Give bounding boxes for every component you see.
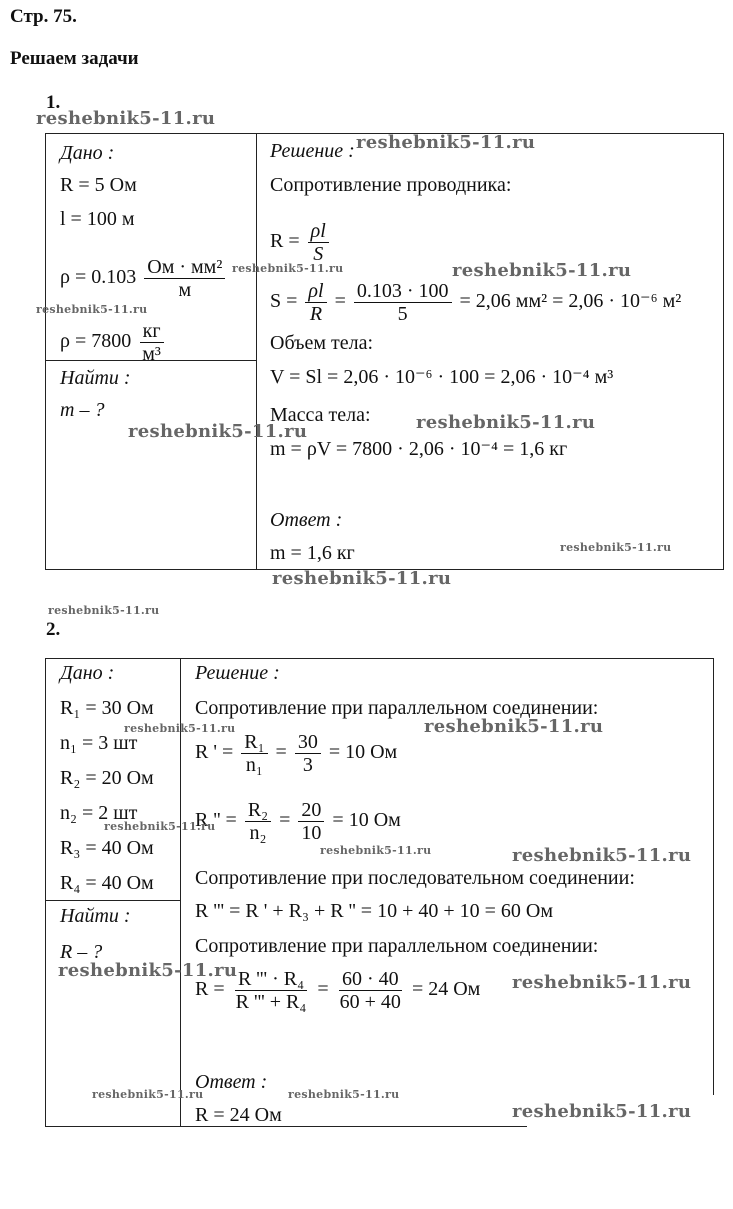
task1-solution-line: Масса тела: <box>270 404 371 426</box>
watermark: reshebnik5-11.ru <box>92 1088 204 1101</box>
task2-number: 2. <box>46 619 61 640</box>
task2-solution-heading: Решение : <box>195 662 280 684</box>
task2-given-heading: Дано : <box>60 662 115 684</box>
task2-given-find-divider <box>45 900 181 901</box>
task2-answer-heading: Ответ : <box>195 1071 268 1093</box>
task2-formula-r-triple-prime: R ''' = R ' + R₃ + R '' = 10 + 40 + 10 = 60 Ом <box>195 900 554 922</box>
task2-given-n1: n₁ = 3 шт <box>60 732 138 754</box>
task1-formula-resistance: R = $\frac{\rho l}{S}$ <box>270 220 332 265</box>
watermark: reshebnik5-11.ru <box>512 845 692 866</box>
task2-answer: R = 24 Ом <box>195 1104 282 1126</box>
task2-left-edge <box>45 1094 46 1127</box>
task1-formula-volume: V = Sl = 2,06 · 10⁻⁶ · 100 = 2,06 · 10⁻⁴ м³ <box>270 366 614 388</box>
task2-given-r1: R₁ = 30 Ом <box>60 697 154 719</box>
task2-given-r3: R₃ = 40 Ом <box>60 837 154 859</box>
watermark: reshebnik5-11.ru <box>424 716 604 737</box>
watermark: reshebnik5-11.ru <box>512 972 692 993</box>
task1-solution-heading: Решение : <box>270 140 355 162</box>
task1-answer: m = 1,6 кг <box>270 542 355 564</box>
watermark: reshebnik5-11.ru <box>560 541 672 554</box>
task2-given-r2: R₂ = 20 Ом <box>60 767 154 789</box>
section-title: Решаем задачи <box>10 48 139 69</box>
task1-answer-heading: Ответ : <box>270 509 343 531</box>
task1-find-item: m – ? <box>60 399 105 421</box>
task2-given-r4: R₄ = 40 Ом <box>60 872 154 894</box>
watermark: reshebnik5-11.ru <box>356 132 536 153</box>
task1-given-resistivity: ρ = 0.103 $\frac{\text{Ом · мм²}}{м}$ <box>60 256 228 301</box>
task1-solution-line: Объем тела: <box>270 332 374 354</box>
watermark: reshebnik5-11.ru <box>58 960 238 981</box>
watermark: reshebnik5-11.ru <box>232 262 344 275</box>
task1-formula-area: S = $\frac{\rho l}{R}$ = $\frac{0.103 \cdot 100}{5}$ = 2,06 мм² = 2,06 · 10⁻⁶ м² <box>270 280 682 325</box>
watermark: reshebnik5-11.ru <box>36 303 148 316</box>
task1-divider <box>256 133 257 570</box>
watermark: reshebnik5-11.ru <box>288 1088 400 1101</box>
task2-solution-line: Сопротивление при последовательном соединении: <box>195 867 635 889</box>
task2-find-heading: Найти : <box>60 905 131 927</box>
task1-given-length: l = 100 м <box>60 208 135 230</box>
watermark: reshebnik5-11.ru <box>416 412 596 433</box>
watermark: reshebnik5-11.ru <box>272 568 452 589</box>
watermark: reshebnik5-11.ru <box>48 604 160 617</box>
task1-given-heading: Дано : <box>60 142 115 164</box>
task2-formula-r-total: R = $\frac{\text{R ''' · R₄}}{\text{R ''' + R₄}}$ = $\frac{60 \cdot 40}{60 + 40}$ = 24 Ом <box>195 968 481 1013</box>
watermark: reshebnik5-11.ru <box>128 421 308 442</box>
watermark: reshebnik5-11.ru <box>320 844 432 857</box>
task1-given-density: ρ = 7800 $\frac{кг}{\text{м³}}$ <box>60 320 167 365</box>
task2-formula-r-double-prime: R '' = $\frac{\text{R₂}}{\text{n₂}}$ = $\frac{20}{10}$ = 10 Ом <box>195 799 401 844</box>
task1-solution-line: Сопротивление проводника: <box>270 174 512 196</box>
task2-solution-line: Сопротивление при параллельном соединении: <box>195 935 599 957</box>
task2-given-n2: n₂ = 2 шт <box>60 802 138 824</box>
watermark: reshebnik5-11.ru <box>124 722 236 735</box>
watermark: reshebnik5-11.ru <box>452 260 632 281</box>
task2-solution-line: Сопротивление при параллельном соединении: <box>195 697 599 719</box>
task1-given-resistance: R = 5 Ом <box>60 174 137 196</box>
task1-number: 1. <box>46 92 61 113</box>
watermark: reshebnik5-11.ru <box>36 108 216 129</box>
page-number: Стр. 75. <box>10 6 77 27</box>
task1-formula-mass: m = ρV = 7800 · 2,06 · 10⁻⁴ = 1,6 кг <box>270 438 568 460</box>
task1-find-heading: Найти : <box>60 367 131 389</box>
task2-formula-r-prime: R ' = $\frac{\text{R₁}}{\text{n₁}}$ = $\frac{30}{3}$ = 10 Ом <box>195 731 398 776</box>
task2-find-item: R – ? <box>60 941 103 963</box>
watermark: reshebnik5-11.ru <box>104 820 216 833</box>
watermark: reshebnik5-11.ru <box>512 1101 692 1122</box>
task2-bottom-line <box>45 1126 527 1127</box>
